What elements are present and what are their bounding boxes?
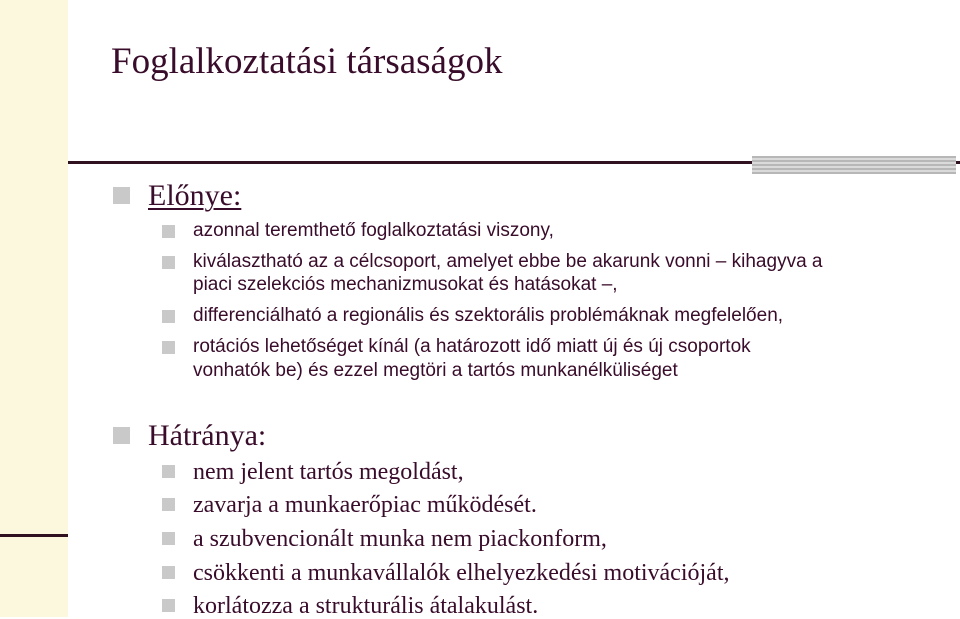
square-bullet-icon (113, 427, 130, 444)
square-bullet-icon (162, 498, 175, 511)
striped-accent-bar (752, 156, 956, 174)
slide-title: Foglalkoztatási társaságok (111, 41, 503, 82)
square-bullet-icon (162, 566, 175, 579)
advantage-item: rotációs lehetőséget kínál (a határozott idő miatt új és új csoportok (193, 336, 751, 357)
disadvantage-item: nem jelent tartós megoldást, (193, 459, 464, 485)
square-bullet-icon (162, 225, 175, 238)
advantage-item-continuation: vonhatók be) és ezzel megtöri a tartós munkanélküliséget (193, 360, 678, 381)
left-decorative-band (0, 0, 68, 617)
left-divider-line (0, 534, 68, 537)
advantage-item: kiválasztható az a célcsoport, amelyet ebbe be akarunk vonni – kihagyva a (193, 251, 823, 272)
section-heading-advantages: Előnye: (148, 179, 242, 212)
square-bullet-icon (162, 341, 175, 354)
disadvantage-item: csökkenti a munkavállalók elhelyezkedési motivációját, (193, 560, 730, 586)
disadvantage-item: zavarja a munkaerőpiac működését. (193, 492, 537, 518)
square-bullet-icon (113, 187, 130, 204)
square-bullet-icon (162, 532, 175, 545)
section-heading-disadvantages: Hátránya: (148, 419, 267, 452)
disadvantage-item: korlátozza a strukturális átalakulást. (193, 593, 539, 619)
disadvantage-item: a szubvencionált munka nem piackonform, (193, 526, 607, 552)
square-bullet-icon (162, 465, 175, 478)
advantage-item: azonnal teremthető foglalkoztatási viszony, (193, 220, 554, 241)
square-bullet-icon (162, 256, 175, 269)
advantage-item-continuation: piaci szelekciós mechanizmusokat és hatásokat –, (193, 274, 618, 295)
advantage-item: differenciálható a regionális és szektorális problémáknak megfelelően, (193, 305, 784, 326)
square-bullet-icon (162, 310, 175, 323)
square-bullet-icon (162, 599, 175, 612)
